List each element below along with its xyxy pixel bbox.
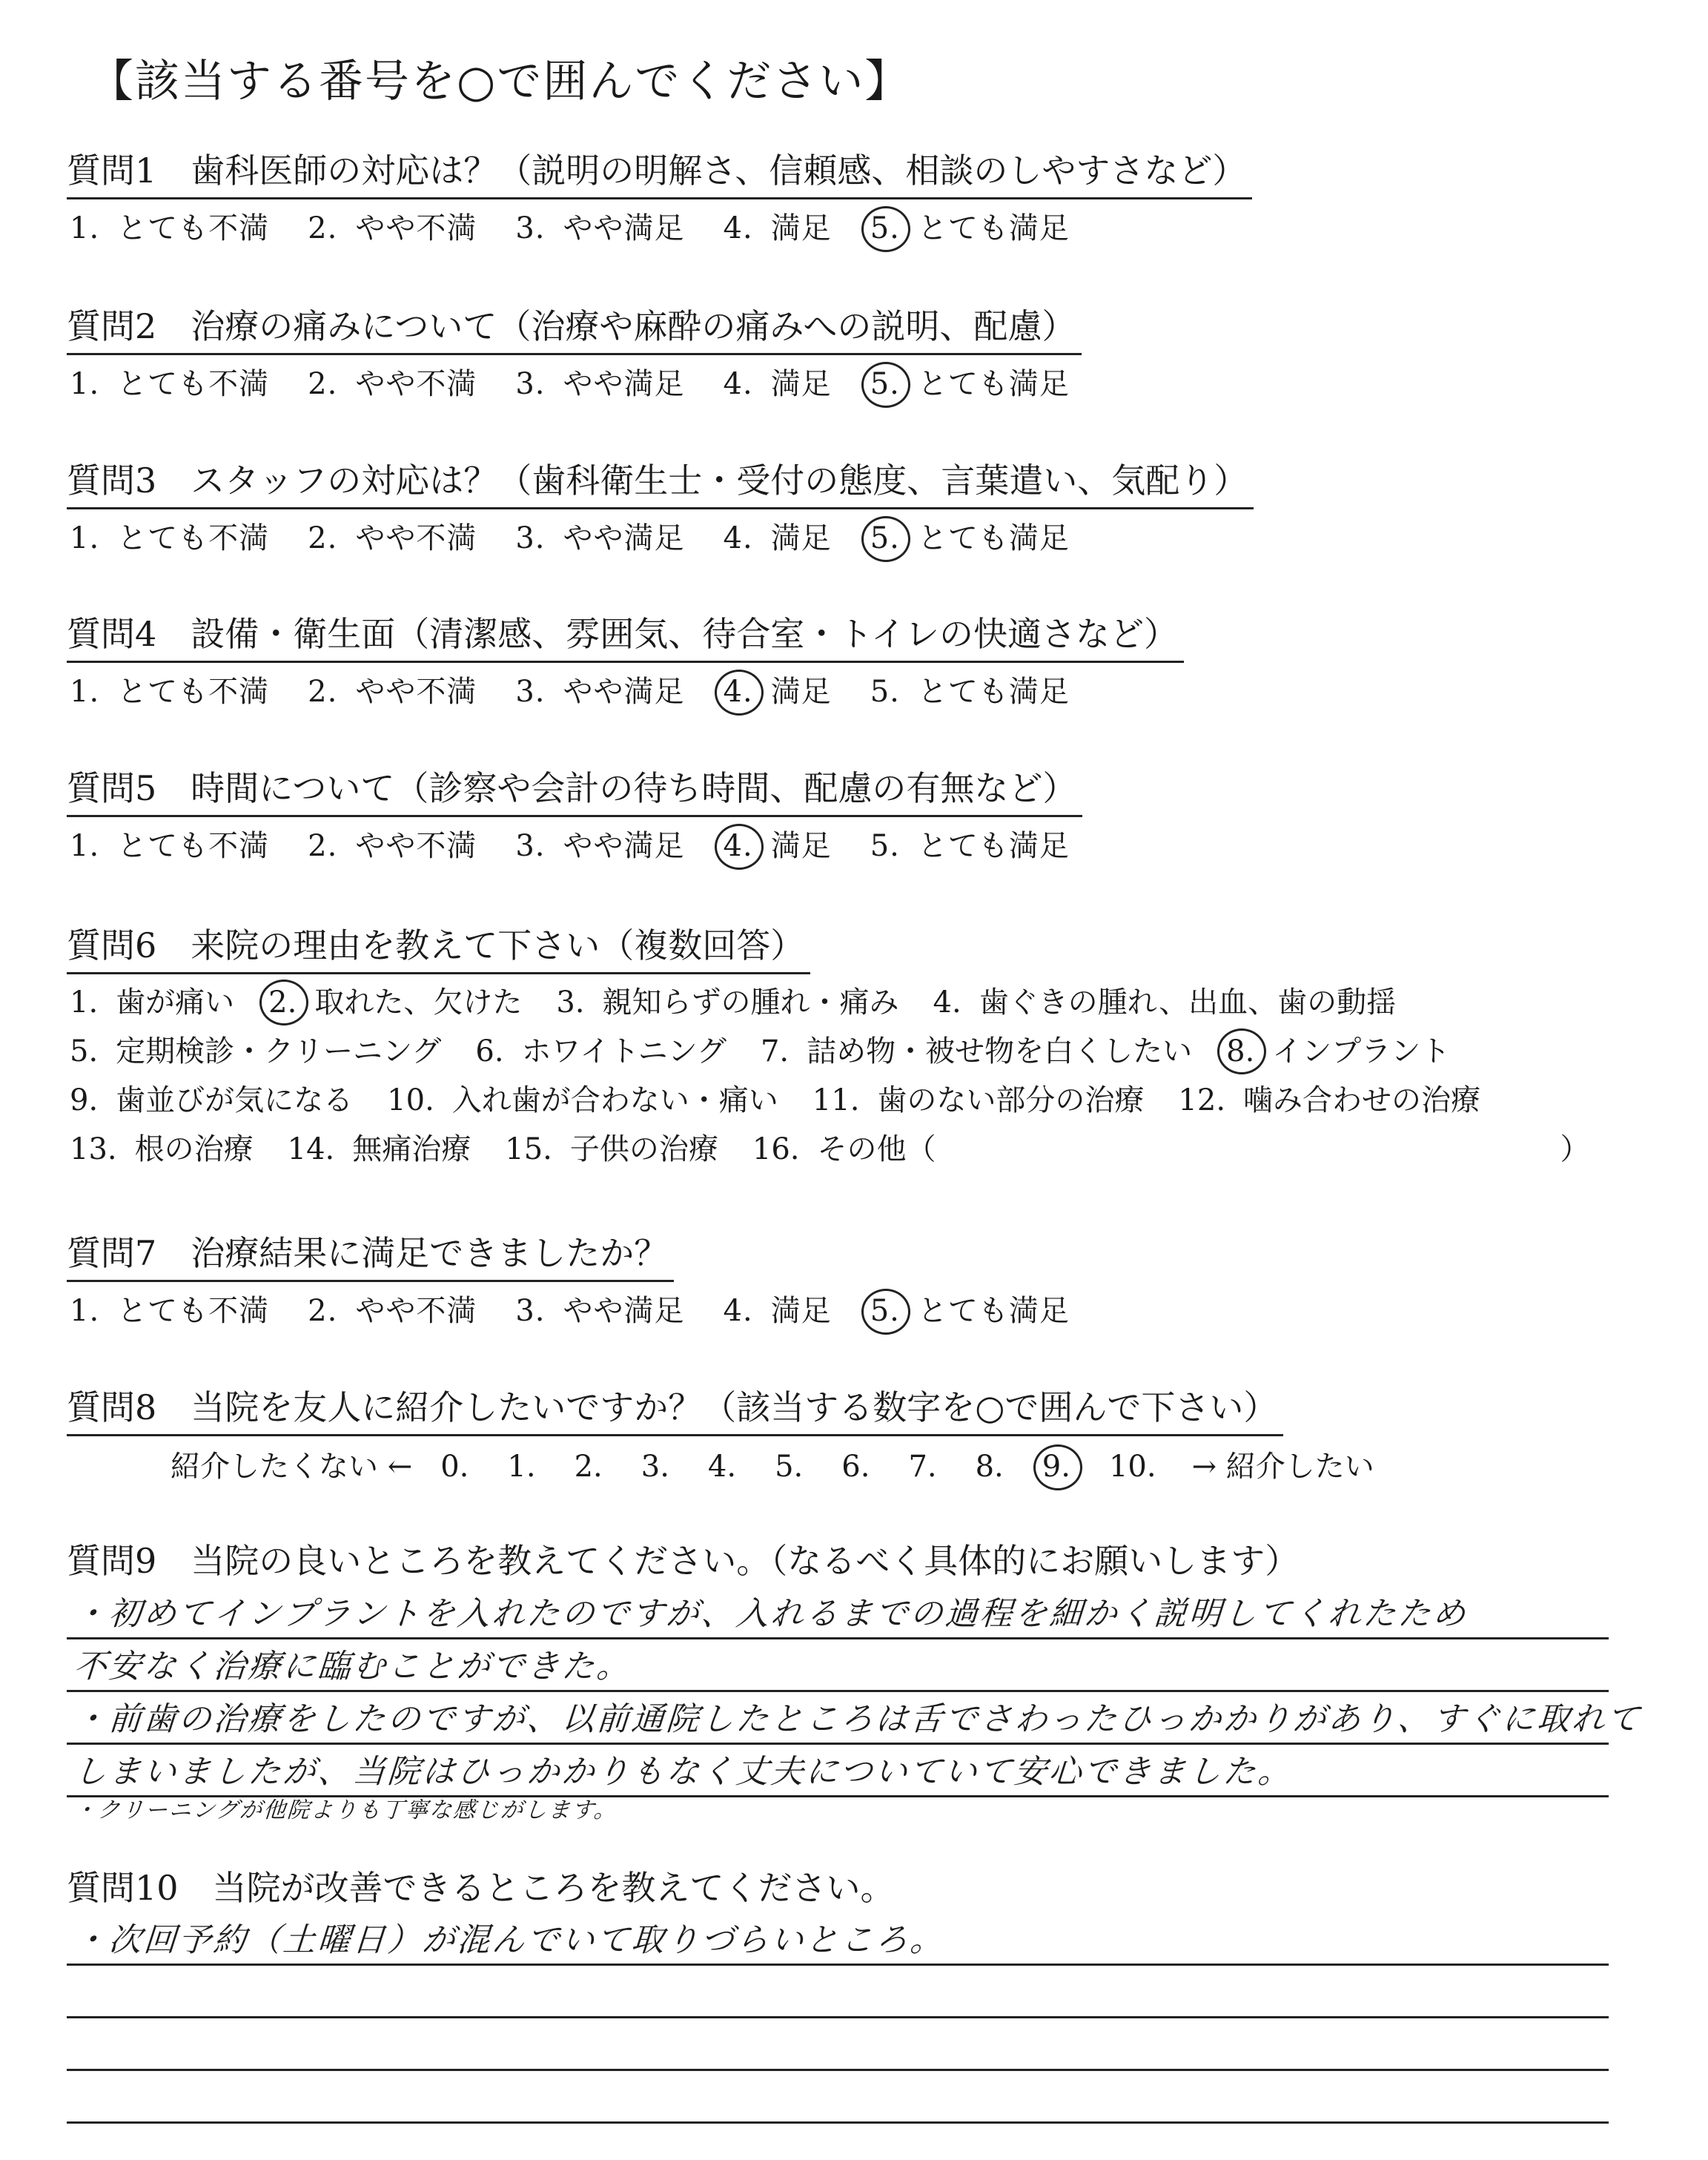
- option-2[interactable]: [305, 1291, 477, 1331]
- option-number: 15.: [505, 1132, 552, 1166]
- options-row: [67, 518, 1254, 558]
- option-number: 2.: [308, 367, 338, 401]
- question-10-title: 質問10 当院が改善できるところを教えてください。: [67, 1868, 895, 1908]
- reason-option-8[interactable]: [1223, 1031, 1450, 1072]
- scale-option-4[interactable]: 4.: [707, 1450, 737, 1484]
- option-label: やや不満: [355, 521, 477, 555]
- question-title: 質問8 当院を友人に紹介したいですか？（該当する数字を○で囲んで下さい）: [67, 1385, 1283, 1436]
- option-1[interactable]: [67, 208, 269, 248]
- option-label: とても不満: [117, 829, 270, 863]
- reason-option-4[interactable]: [930, 982, 1397, 1023]
- option-2[interactable]: [305, 826, 477, 866]
- question-1: [67, 148, 1252, 248]
- question-title: 質問6 来院の理由を教えて下さい（複数回答）: [67, 923, 810, 974]
- handwritten-answer: 不安なく治療に臨むことができた。: [72, 1648, 633, 1685]
- question-5: [67, 766, 1105, 866]
- option-number: 5.: [867, 1291, 903, 1331]
- scale-right-label: → 紹介したい: [1191, 1450, 1374, 1484]
- option-number: 4.: [933, 985, 961, 1020]
- option-label: 根の治療: [134, 1132, 254, 1166]
- reason-option-3[interactable]: [553, 982, 898, 1023]
- option-label: 歯ぐきの腫れ、出血、歯の動揺: [979, 985, 1397, 1020]
- answer-line: [67, 1587, 1609, 1639]
- option-number: 3.: [515, 521, 546, 555]
- option-5[interactable]: [867, 1291, 1070, 1331]
- option-label: 歯並びが気になる: [116, 1083, 354, 1117]
- option-label: やや満足: [563, 829, 685, 863]
- option-label: やや不満: [355, 211, 477, 245]
- answer-line: [67, 2071, 1609, 2124]
- option-label: やや不満: [355, 675, 477, 709]
- scale-option-1[interactable]: 1.: [507, 1450, 536, 1484]
- option-label: とても満足: [917, 521, 1070, 555]
- option-4[interactable]: [721, 208, 832, 248]
- option-label: その他（: [817, 1132, 936, 1166]
- question-title: 質問5 時間について（診察や会計の待ち時間、配慮の有無など）: [67, 766, 1082, 817]
- option-number: 4.: [723, 1294, 753, 1328]
- scale-left-label: 紹介したくない ←: [171, 1450, 413, 1484]
- option-number: 2.: [265, 982, 299, 1023]
- question-title: 質問9 当院の良いところを教えてください。（なるべく具体的にお願いします）: [67, 1541, 1300, 1581]
- option-5[interactable]: [867, 518, 1070, 558]
- option-4[interactable]: [721, 826, 832, 866]
- option-number: 5.: [867, 208, 903, 248]
- option-5[interactable]: [867, 208, 1070, 248]
- option-label: 定期検診・クリーニング: [116, 1034, 442, 1069]
- handwritten-answer: しまいましたが、当院はひっかかりもなく丈夫についていて安心できました。: [72, 1753, 1294, 1791]
- scale-option-10[interactable]: 10.: [1108, 1450, 1156, 1484]
- option-label: 満足: [770, 675, 832, 709]
- option-number: 2.: [308, 1294, 338, 1328]
- option-number: 16.: [752, 1132, 800, 1166]
- option-2[interactable]: [305, 208, 477, 248]
- option-number: 13.: [70, 1132, 117, 1166]
- question-2: [67, 304, 1105, 404]
- reason-option-16[interactable]: [749, 1129, 936, 1170]
- option-number: 10.: [387, 1083, 434, 1117]
- handwritten-answer: ・初めてインプラントを入れたのですが、入れるまでの過程を細かく説明してくれたため: [72, 1595, 1469, 1633]
- option-number: 2.: [308, 521, 338, 555]
- option-number: 3.: [515, 367, 546, 401]
- option-number: 4.: [723, 211, 753, 245]
- scale-option-7[interactable]: 7.: [908, 1450, 937, 1484]
- option-label: ホワイトニング: [521, 1034, 726, 1069]
- option-number: 4.: [721, 672, 756, 712]
- reason-option-11[interactable]: [810, 1080, 1145, 1121]
- option-label: 歯のない部分の治療: [877, 1083, 1145, 1117]
- form-header: 【該当する番号を○で囲んでください】: [89, 56, 911, 108]
- option-label: やや不満: [355, 1294, 477, 1328]
- option-label: とても満足: [917, 675, 1070, 709]
- option-number: 3.: [515, 211, 546, 245]
- scale-option-2[interactable]: 2.: [574, 1450, 603, 1484]
- question-9: [67, 1539, 1305, 1588]
- option-number: 2.: [308, 829, 338, 863]
- answer-line: [67, 1797, 1609, 1827]
- option-2[interactable]: [305, 364, 477, 404]
- option-number: 4.: [723, 521, 753, 555]
- option-label: とても不満: [117, 211, 270, 245]
- option-label: 満足: [770, 1294, 832, 1328]
- option-3[interactable]: [512, 826, 684, 866]
- option-label: とても不満: [117, 367, 270, 401]
- option-1[interactable]: [67, 672, 269, 712]
- reason-option-1[interactable]: [67, 982, 234, 1023]
- option-number: 1.: [70, 521, 100, 555]
- reason-option-12[interactable]: [1175, 1080, 1480, 1121]
- option-number: 1.: [70, 829, 100, 863]
- option-label: とても不満: [117, 1294, 270, 1328]
- option-label: 満足: [770, 521, 832, 555]
- question-title: 質問4 設備・衛生面（清潔感、雰囲気、待合室・トイレの快適さなど）: [67, 612, 1184, 663]
- reason-option-10[interactable]: [384, 1080, 778, 1121]
- q10-answer-lines: [67, 1913, 1609, 2124]
- option-label: 親知らずの腫れ・痛み: [602, 985, 899, 1020]
- option-label: とても満足: [917, 211, 1070, 245]
- option-4[interactable]: [721, 364, 832, 404]
- reason-option-6[interactable]: [472, 1031, 726, 1072]
- option-number: 5.: [867, 364, 903, 404]
- handwritten-answer: ・クリーニングが他院よりも丁寧な感じがします。: [73, 1797, 618, 1823]
- option-number: 5.: [70, 1034, 99, 1069]
- option-4[interactable]: [721, 1291, 832, 1331]
- option-number: 3.: [515, 675, 546, 709]
- answer-line: [67, 2018, 1609, 2071]
- reason-option-7[interactable]: [758, 1031, 1192, 1072]
- question-7: [67, 1231, 1105, 1331]
- option-label: 満足: [770, 211, 832, 245]
- scale-option-6[interactable]: 6.: [841, 1450, 870, 1484]
- option-label: とても満足: [917, 367, 1070, 401]
- reason-option-15[interactable]: [502, 1129, 718, 1170]
- option-5[interactable]: [867, 364, 1070, 404]
- scale-option-0[interactable]: 0.: [440, 1450, 469, 1484]
- options-row: [67, 364, 1105, 404]
- option-3[interactable]: [512, 518, 684, 558]
- option-number: 4.: [723, 367, 753, 401]
- option-number: 3.: [556, 985, 585, 1020]
- reason-row: [67, 1129, 1590, 1170]
- option-1[interactable]: [67, 1291, 269, 1331]
- reason-option-13[interactable]: [67, 1129, 254, 1170]
- option-label: 満足: [770, 829, 832, 863]
- option-label: やや満足: [563, 675, 685, 709]
- question-8: [67, 1385, 1400, 1487]
- question-4: [67, 612, 1184, 712]
- scale-option-9[interactable]: 9.: [1039, 1447, 1073, 1487]
- option-2[interactable]: [305, 672, 477, 712]
- option-number: 5.: [870, 675, 900, 709]
- option-label: インプラント: [1272, 1034, 1451, 1069]
- option-number: 11.: [812, 1083, 860, 1117]
- option-number: 1.: [70, 985, 99, 1020]
- answer-line: [67, 1966, 1609, 2018]
- option-number: 7.: [760, 1034, 790, 1069]
- option-label: 詰め物・被せ物を白くしたい: [807, 1034, 1193, 1069]
- option-label: やや満足: [563, 1294, 685, 1328]
- reason-option-14[interactable]: [285, 1129, 471, 1170]
- option-label: 噛み合わせの治療: [1243, 1083, 1481, 1117]
- option-number: 12.: [1178, 1083, 1226, 1117]
- handwritten-answer: ・前歯の治療をしたのですが、以前通院したところは舌でさわったひっかかりがあり、すぐに取れて: [72, 1700, 1644, 1738]
- option-label: とても満足: [917, 1294, 1070, 1328]
- answer-line: [67, 1639, 1609, 1692]
- reason-option-9[interactable]: [67, 1080, 353, 1121]
- option-number: 5.: [867, 518, 903, 558]
- scale-option-8[interactable]: 8.: [975, 1450, 1004, 1484]
- question-title: 質問2 治療の痛みについて（治療や麻酔の痛みへの説明、配慮）: [67, 304, 1082, 355]
- option-number: 1.: [70, 367, 100, 401]
- option-label: とても不満: [117, 675, 270, 709]
- option-2[interactable]: [305, 518, 477, 558]
- option-number: 8.: [1223, 1031, 1257, 1072]
- scale-option-3[interactable]: 3.: [640, 1450, 669, 1484]
- handwritten-answer: ・次回予約（土曜日）が混んでいて取りづらいところ。: [72, 1921, 947, 1959]
- option-number: 1.: [70, 1294, 100, 1328]
- options-row: [67, 672, 1184, 712]
- option-label: 歯が痛い: [116, 985, 235, 1020]
- answer-line: [67, 1913, 1609, 1966]
- option-label: とても満足: [917, 829, 1070, 863]
- option-label: 満足: [770, 367, 832, 401]
- option-1[interactable]: [67, 518, 269, 558]
- option-1[interactable]: [67, 826, 269, 866]
- option-number: 2.: [308, 211, 338, 245]
- option-number: 1.: [70, 211, 100, 245]
- option-label: 子供の治療: [569, 1132, 718, 1166]
- option-label: 無痛治療: [352, 1132, 471, 1166]
- question-title: 質問3 スタッフの対応は？（歯科衛生士・受付の態度、言葉遣い、気配り）: [67, 458, 1254, 509]
- option-number: 4.: [721, 826, 756, 866]
- scale-option-5[interactable]: 5.: [775, 1450, 804, 1484]
- question-title: 質問7 治療結果に満足できましたか？: [67, 1231, 674, 1282]
- option-1[interactable]: [67, 364, 269, 404]
- option-4[interactable]: [721, 518, 832, 558]
- options-row: [67, 826, 1105, 866]
- option-4[interactable]: [721, 672, 832, 712]
- option-label: とても不満: [117, 521, 270, 555]
- option-5[interactable]: [867, 672, 1070, 712]
- option-3[interactable]: [512, 1291, 684, 1331]
- question-title: 質問1 歯科医師の対応は？（説明の明解さ、信頼感、相談のしやすさなど）: [67, 148, 1252, 199]
- option-number: 6.: [475, 1034, 504, 1069]
- reason-row: [67, 982, 1590, 1023]
- reason-option-2[interactable]: [265, 982, 522, 1023]
- option-number: 2.: [308, 675, 338, 709]
- option-label: やや満足: [563, 521, 685, 555]
- option-3[interactable]: [512, 364, 684, 404]
- question-6: [67, 923, 1590, 1170]
- answer-line: [67, 1745, 1609, 1797]
- option-number: 3.: [515, 829, 546, 863]
- option-number: 5.: [870, 829, 900, 863]
- reason-row: [67, 1080, 1590, 1121]
- option-number: 14.: [287, 1132, 335, 1166]
- other-close-paren: ）: [1560, 1132, 1590, 1166]
- option-label: やや満足: [563, 211, 685, 245]
- option-label: 取れた、欠けた: [314, 985, 523, 1020]
- answer-line: [67, 1692, 1644, 1745]
- q9-answer-lines: [67, 1587, 1644, 1827]
- option-label: やや不満: [355, 367, 477, 401]
- option-label: やや不満: [355, 829, 477, 863]
- option-label: 入れ歯が合わない・痛い: [451, 1083, 778, 1117]
- option-label: やや満足: [563, 367, 685, 401]
- option-number: 9.: [70, 1083, 99, 1117]
- option-number: 3.: [515, 1294, 546, 1328]
- question-3: [67, 458, 1254, 558]
- option-5[interactable]: [867, 826, 1070, 866]
- option-number: 1.: [70, 675, 100, 709]
- reason-row: [67, 1031, 1590, 1072]
- options-row: [67, 208, 1252, 248]
- option-3[interactable]: [512, 208, 684, 248]
- reason-option-5[interactable]: [67, 1031, 441, 1072]
- option-3[interactable]: [512, 672, 684, 712]
